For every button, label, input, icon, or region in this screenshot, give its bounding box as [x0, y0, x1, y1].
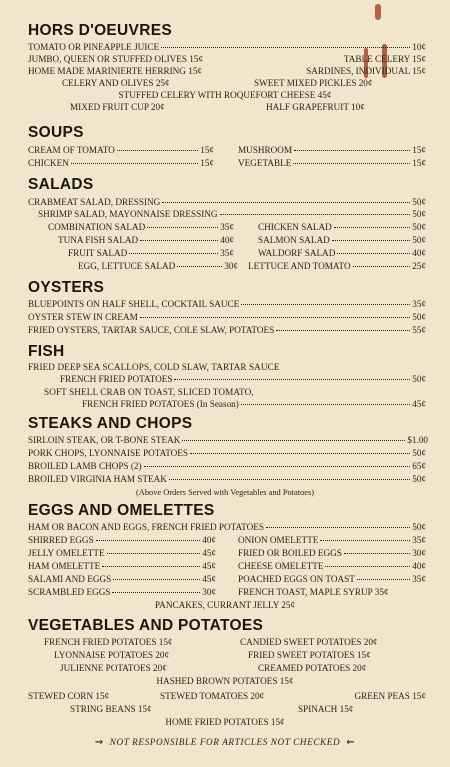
menu-item: PANCAKES, CURRANT JELLY 25¢	[154, 600, 296, 610]
menu-item: SOFT SHELL CRAB ON TOAST, SLICED TOMATO,	[44, 387, 254, 397]
menu-item: JULIENNE POTATOES 20¢	[60, 663, 167, 673]
arrow-left-icon: ⇜	[346, 737, 356, 748]
menu-item: SPINACH 15¢	[298, 704, 354, 714]
menu-item: FRIED OR BOILED EGGS 30¢	[238, 548, 426, 558]
menu-item: SIRLOIN STEAK, OR T-BONE STEAK $1.00	[28, 435, 428, 445]
arrow-right-icon: ⇝	[94, 737, 104, 748]
menu-item: SALMON SALAD 50¢	[258, 235, 426, 245]
menu-item: CREAM OF TOMATO 15¢	[28, 145, 214, 155]
menu-item: OYSTER STEW IN CREAM 50¢	[28, 312, 426, 322]
menu-item: CRABMEAT SALAD, DRESSING 50¢	[28, 197, 426, 207]
menu-item: SARDINES, INDIVIDUAL 15¢	[306, 66, 426, 76]
menu-item: HOME MADE MARINIERTE HERRING 15¢	[28, 66, 203, 76]
menu-item: FRENCH FRIED POTATOES (In Season) 45¢	[82, 399, 426, 409]
menu-item: CHICKEN 15¢	[28, 158, 214, 168]
menu-item: COMBINATION SALAD 35¢	[48, 222, 234, 232]
menu-item: CANDIED SWEET POTATOES 20¢	[240, 637, 378, 647]
menu-item: BROILED VIRGINIA HAM STEAK 50¢	[28, 474, 426, 484]
section-title-hors: HORS D'OEUVRES	[28, 22, 172, 39]
menu-item: SALAMI AND EGGS 45¢	[28, 574, 216, 584]
footer-text: NOT RESPONSIBLE FOR ARTICLES NOT CHECKED	[109, 737, 341, 747]
menu-item: FRENCH TOAST, MAPLE SYRUP 35¢	[238, 587, 389, 597]
menu-item: ONION OMELETTE 35¢	[238, 535, 426, 545]
menu-item: TABLE CELERY 15¢	[343, 54, 426, 64]
menu-item: BLUEPOINTS ON HALF SHELL, COCKTAIL SAUCE 35¢	[28, 299, 426, 309]
menu-item: SHIRRED EGGS 40¢	[28, 535, 216, 545]
menu-item: FRIED SWEET POTATOES 15¢	[248, 650, 371, 660]
menu-item: TUNA FISH SALAD 40¢	[58, 235, 234, 245]
section-title-fish: FISH	[28, 343, 65, 360]
menu-item: STUFFED CELERY WITH ROQUEFORT CHEESE 45¢	[118, 90, 332, 100]
menu-item: FRIED DEEP SEA SCALLOPS, COLD SLAW, TARTAR SAUCE	[28, 362, 280, 372]
menu-item: LETTUCE AND TOMATO 25¢	[248, 261, 426, 271]
menu-item: FRENCH FRIED POTATOES 15¢	[44, 637, 173, 647]
menu-item: SCRAMBLED EGGS 30¢	[28, 587, 216, 597]
footer-notice	[0, 737, 450, 748]
menu-item: WALDORF SALAD 40¢	[258, 248, 426, 258]
section-title-oysters: OYSTERS	[28, 279, 105, 296]
menu-item: HALF GRAPEFRUIT 10¢	[266, 102, 365, 112]
menu-item: FRENCH FRIED POTATOES 50¢	[60, 374, 426, 384]
menu-item: FRUIT SALAD 35¢	[68, 248, 234, 258]
menu-item: PORK CHOPS, LYONNAISE POTATOES 50¢	[28, 448, 426, 458]
menu-item: HAM OR BACON AND EGGS, FRENCH FRIED POTATOES 50¢	[28, 522, 426, 532]
menu-item: CHICKEN SALAD 50¢	[258, 222, 426, 232]
section-title-steaks: STEAKS AND CHOPS	[28, 415, 193, 432]
menu-item: GREEN PEAS 15¢	[354, 691, 426, 701]
menu-item: STEWED CORN 15¢	[28, 691, 110, 701]
menu-item: HASHED BROWN POTATOES 15¢	[156, 676, 294, 686]
menu-item: CREAMED POTATOES 20¢	[258, 663, 367, 673]
section-title-salads: SALADS	[28, 176, 94, 193]
menu-item: FRIED OYSTERS, TARTAR SAUCE, COLE SLAW, POTATOES 55¢	[28, 325, 426, 335]
menu-item: VEGETABLE 15¢	[238, 158, 426, 168]
menu-item: JUMBO, QUEEN OR STUFFED OLIVES 15¢	[28, 54, 204, 64]
menu-item: MUSHROOM 15¢	[238, 145, 426, 155]
menu-item: CHEESE OMELETTE 40¢	[238, 561, 426, 571]
menu-item: MIXED FRUIT CUP 20¢	[70, 102, 165, 112]
stain-mark	[375, 4, 381, 20]
menu-item: HAM OMELETTE 45¢	[28, 561, 216, 571]
section-title-soups: SOUPS	[28, 124, 84, 141]
menu-item: STEWED TOMATOES 20¢	[160, 691, 265, 701]
menu-item: BROILED LAMB CHOPS (2) 65¢	[28, 461, 426, 471]
menu-item: CELERY AND OLIVES 25¢	[62, 78, 170, 88]
menu-item: STRING BEANS 15¢	[70, 704, 152, 714]
menu-item: POACHED EGGS ON TOAST 35¢	[238, 574, 426, 584]
menu-note: (Above Orders Served with Vegetables and Potatoes)	[136, 488, 314, 497]
section-title-vegetables: VEGETABLES AND POTATOES	[28, 617, 264, 634]
menu-item: LYONNAISE POTATOES 20¢	[54, 650, 170, 660]
menu-item: SHRIMP SALAD, MAYONNAISE DRESSING 50¢	[38, 209, 426, 219]
menu-item: EGG, LETTUCE SALAD 30¢	[78, 261, 238, 271]
menu-item: TOMATO OR PINEAPPLE JUICE 10¢	[28, 42, 426, 52]
section-title-eggs: EGGS AND OMELETTES	[28, 502, 215, 519]
menu-item: SWEET MIXED PICKLES 20¢	[254, 78, 373, 88]
menu-item: JELLY OMELETTE 45¢	[28, 548, 216, 558]
menu-item: HOME FRIED POTATOES 15¢	[165, 717, 285, 727]
